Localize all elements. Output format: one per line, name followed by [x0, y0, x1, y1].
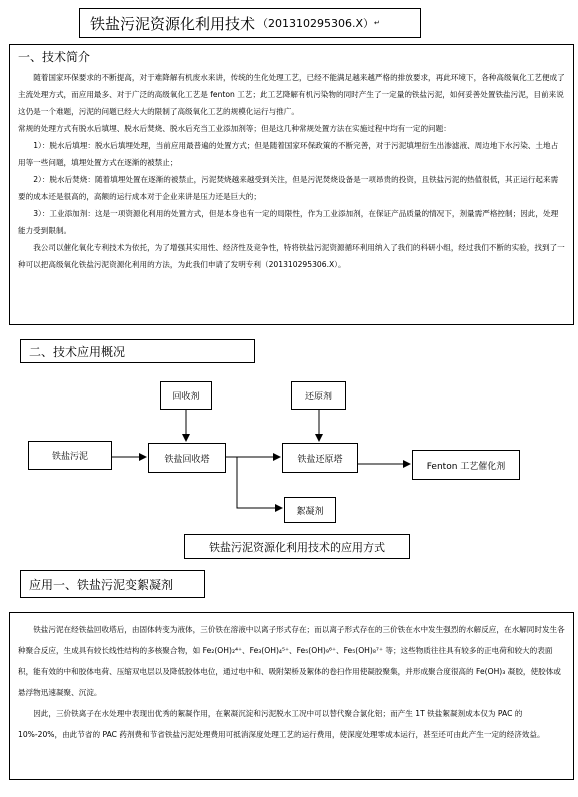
app1-paragraph-1: 铁盐污泥在经铁盐回收塔后，由固体转变为液体，三价铁在溶液中以离子形式存在；而以离子形式存在的三价铁在水中发生强烈的水解反应，在水解同时发生各种聚合反应，生成具有较长线性结构的多核聚合物，如 Fe₂(OH)₂⁴⁺、Fe₃(OH)₄⁵⁺、Fe₅(OH)₉⁶⁺、Fe₅(OH)₈⁷⁺ 等；这些物质往往具有较多的正电荷和较大的表面积，能有效的中和胶体电荷、压缩双电层以及降低胶体电位，通过电中和、吸附架桥及絮体的卷扫作用使凝胶聚集，并形成聚合度很高的 Fe(OH)₃ 凝胶，使胶体或悬浮物迅速凝聚、沉淀。 — [18, 625, 565, 697]
app1-section — [9, 612, 574, 780]
fenton-catalyst-node: Fenton 工艺催化剂 — [412, 450, 520, 480]
document-title: 铁盐污泥资源化利用技术 — [90, 14, 256, 33]
reducer-node: 还原剂 — [291, 381, 346, 410]
sludge-node: 铁盐污泥 — [28, 441, 112, 470]
app1-heading: 应用一、铁盐污泥变絮凝剂 — [20, 570, 205, 598]
application-heading: 二、技术应用概况 — [20, 339, 255, 363]
recycler-node: 回收剂 — [160, 381, 212, 410]
flocculant-node: 絮凝剂 — [284, 497, 336, 523]
app1-paragraph-2: 因此，三价铁离子在水处理中表现出优秀的絮凝作用，在絮凝沉淀和污泥脱水工况中可以替代聚合氯化铝；而产生 1T 铁盐絮凝剂成本仅为 PAC 的 10%-20%，由此节省的 PAC 药剂费和节省铁盐污泥处理费用可抵消深度处理工艺的运行费用，使深度处理零成本运行，甚至还可由此产生一定的经济效益。 — [18, 709, 545, 739]
intro-paragraph-2: 常规的处理方式有脱水后填埋、脱水后焚烧、脱水后充当工业添加剂等；但是这几种常规处置方法在实施过程中均有一定的问题： — [18, 124, 451, 133]
reduction-tower-node: 铁盐还原塔 — [282, 443, 358, 473]
intro-paragraph-3: 1）：脱水后填埋：脱水后填埋处理，当前应用最普遍的处置方式；但是随着国家环保政策的不断完善，对于污泥填埋衍生出渗滤液、周边地下水污染、土地占用等一些问题，填埋处置方式在逐渐的被禁止； — [18, 141, 559, 167]
intro-paragraph-6: 我公司以催化氧化专利技术为依托，为了增强其实用性、经济性及竞争性，特将铁盐污泥资源循环利用纳入了我们的科研小组，经过我们不断的实验，找到了一种可以把高级氧化铁盐污泥资源化利用的方法，为此我们申请了发明专利（201310295306.X）。 — [18, 243, 565, 269]
recovery-tower-node: 铁盐回收塔 — [148, 443, 226, 473]
intro-paragraph-4: 2）：脱水后焚烧：随着填埋处置在逐渐的被禁止，污泥焚烧越来越受到关注，但是污泥焚烧设备是一项昂贵的投资，且铁盐污泥的热值很低，其正运行起来需要的成本还是很高的，高额的运行成本对于企业来讲是压力还是巨大的； — [18, 175, 559, 201]
intro-paragraph-1: 随着国家环保要求的不断提高，对于难降解有机废水来讲，传统的生化处理工艺，已经不能满足越来越严格的排放要求，再此环境下，各种高级氧化工艺便成了主流处理方式，而应用最多、对于广泛的高级氧化工艺是 fenton 工艺；此工艺降解有机污染物的同时产生了一定量的铁盐污泥，如何妥善处置铁盐污泥，目前来说这仍是一个难题，污泥的问题已经大大的限制了高级氧化工艺的规模化运行与推广。 — [18, 73, 565, 116]
intro-paragraph-5: 3）：工业添加剂：这是一项资源化利用的处置方式，但是本身也有一定的局限性，作为工业添加剂，在保证产品质量的情况下，剂量需严格控制；因此，处理能力受到限制。 — [18, 209, 559, 235]
arrow-recovery-to-flocculant — [237, 457, 282, 508]
intro-heading: 一、技术简介 — [18, 50, 91, 64]
diagram-caption: 铁盐污泥资源化利用技术的应用方式 — [184, 534, 410, 559]
patent-number: （201310295306.X） — [257, 17, 375, 30]
paragraph-mark-icon: ↵ — [374, 19, 380, 27]
